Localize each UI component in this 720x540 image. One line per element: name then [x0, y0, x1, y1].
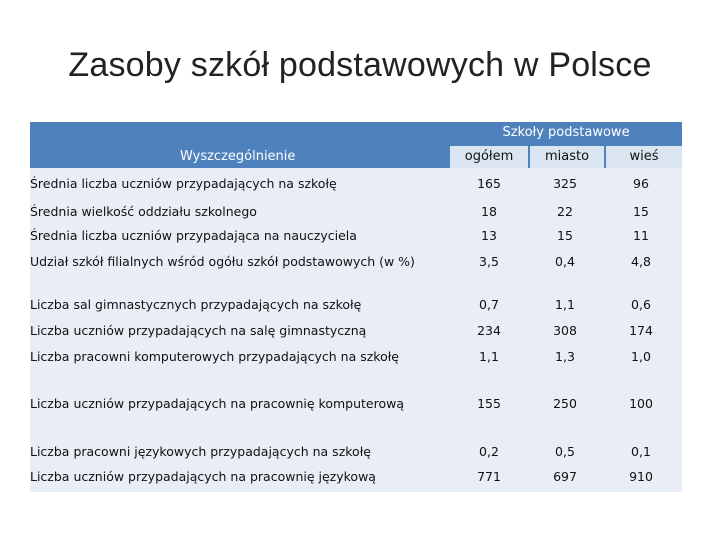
- slide-title: Zasoby szkół podstawowych w Polsce: [68, 46, 652, 84]
- column-header-miasto: miasto: [530, 146, 604, 168]
- data-table: Szkoły podstawowe Wyszczególnienie ogółem miasto wieś Średnia liczba uczniów przypadających na szkołę 165 325 96 Średnia wielkość oddziału szkolnego 18 22 15 Średnia liczba uczniów przypadająca na nauczyciela 13 15 11 Udział szkół filialnych wśród ogółu szkół podstawowych (w %) 3,5 0,4 4,8 Liczba sal gimnastycznych przypadających na szkołę 0,7 1,1 0,6 Liczba uczniów przypadających na salę gimnastyczną 234 308 174 Liczba pracowni komputerowych przypadających na szkołę 1,1 1,3 1,0 Liczba uczniów przypadających na pracownię komputerową 155 250 100 Liczba pracowni językowych przypadających na szkołę 0,2 0,5 0,1 Liczba uczniów przypadających na pracownię językową 771 697 910: [30, 122, 682, 492]
- group-header: Szkoły podstawowe: [502, 125, 630, 140]
- first-column-header: Wyszczególnienie: [180, 149, 296, 164]
- column-header-wies: wieś: [606, 146, 682, 168]
- column-header-ogolem: ogółem: [450, 146, 528, 168]
